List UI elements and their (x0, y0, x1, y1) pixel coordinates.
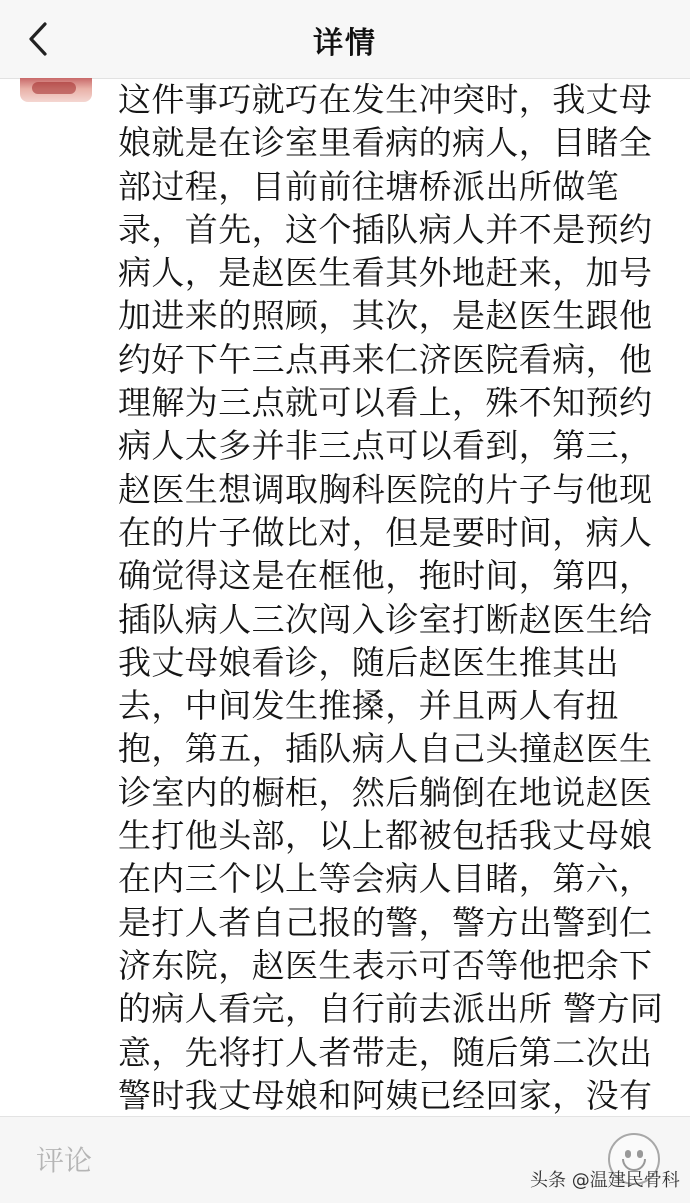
page-title: 详情 (313, 26, 377, 61)
avatar[interactable] (20, 78, 92, 102)
watermark (530, 1166, 680, 1192)
post-text: 这件事巧就巧在发生冲突时，我丈母娘就是在诊室里看病的病人，目睹全部过程，目前前往塘桥派出所做笔录，首先，这个插队病人并不是预约病人，是赵医生看其外地赶来，加号加进来的照顾，其次，是赵医生跟他约好下午三点再来仁济医院看病，他理解为三点就可以看上，殊不知预约病人太多并非三点可以看到，第三，赵医生想调取胸科医院的片子与他现在的片子做比对，但是要时间，病人确觉得这是在框他，拖时间，第四，插队病人三次闯入诊室打断赵医生给我丈母娘看诊，随后赵医生推其出去，中间发生推搡，并且两人有扭抱，第五，插队病人自己头撞赵医生诊室内的橱柜，然后躺倒在地说赵医生打他头部，以上都被包括我丈母娘在内三个以上等会病人目睹，第六，是打人者自己报的警，警方出警到仁济东院，赵医生表示可否等他把余下的病人看完，自行前去派出所 警方同意，先将打人者带走，随后第二次出警时我丈母娘和阿姨已经回家，没有 (118, 80, 664, 1115)
watermark-text: 头条 @温建民骨科 (530, 1170, 680, 1191)
comment-input[interactable] (34, 1143, 518, 1178)
post-body (118, 78, 678, 1116)
top-navigation-bar (0, 0, 690, 79)
